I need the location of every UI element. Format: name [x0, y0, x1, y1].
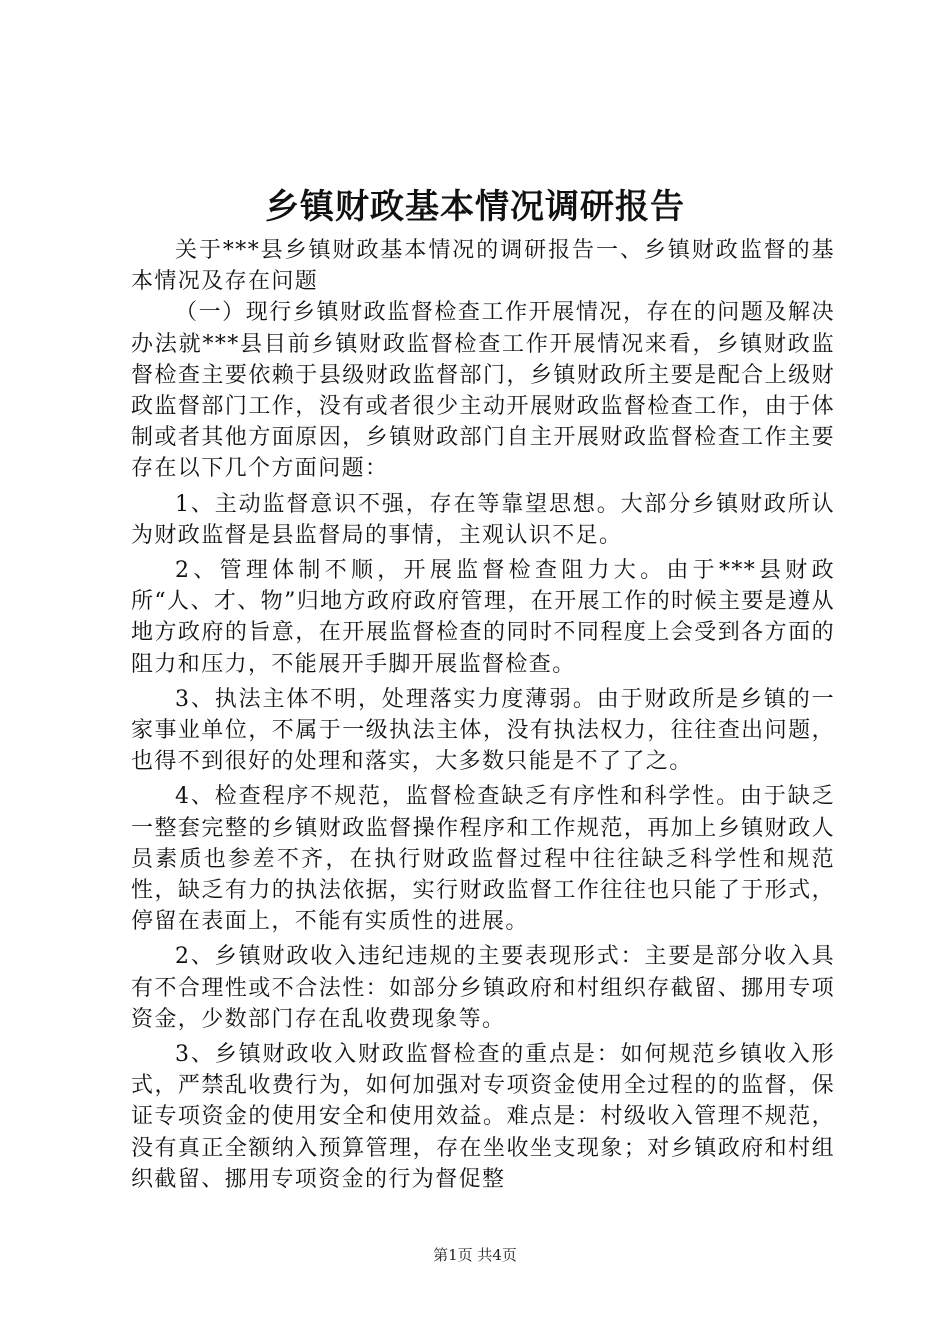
page-number: 第1页 共4页: [433, 1246, 517, 1264]
paragraph-item-1: 1、主动监督意识不强，存在等靠望思想。大部分乡镇财政所认为财政监督是县监督局的事情，主观认识不足。: [131, 491, 835, 548]
document-title: 乡镇财政基本情况调研报告: [265, 187, 685, 227]
paragraph-key-points: 3、乡镇财政收入财政监督检查的重点是：如何规范乡镇收入形式，严禁乱收费行为，如何加强对专项资金使用全过程的的监督，保证专项资金的使用安全和使用效益。难点是：村级收入管理不规范，没有真正全额纳入预算管理，存在坐收坐支现象；对乡镇政府和村组织截留、挪用专项资金的行为督促整: [131, 1042, 835, 1192]
paragraph-section-1: （一）现行乡镇财政监督检查工作开展情况，存在的问题及解决办法就***县目前乡镇财政监督检查工作开展情况来看，乡镇财政监督检查主要依赖于县级财政监督部门，乡镇财政所主要是配合上级财政监督部门工作，没有或者很少主动开展财政监督检查工作，由于体制或者其他方面原因，乡镇财政部门自主开展财政监督检查工作主要存在以下几个方面问题：: [131, 300, 835, 482]
paragraph-revenue-violations: 2、乡镇财政收入违纪违规的主要表现形式：主要是部分收入具有不合理性或不合法性：如部分乡镇政府和村组织存截留、挪用专项资金，少数部门存在乱收费现象等。: [131, 944, 835, 1032]
document-body: [131, 235, 835, 1199]
paragraph-item-4: 4、检查程序不规范，监督检查缺乏有序性和科学性。由于缺乏一整套完整的乡镇财政监督操作程序和工作规范，再加上乡镇财政人员素质也参差不齐，在执行财政监督过程中往往缺乏科学性和规范性，缺乏有力的执法依据，实行财政监督工作往往也只能了于形式，停留在表面上，不能有实质性的进展。: [131, 784, 835, 935]
paragraph-intro: 关于***县乡镇财政基本情况的调研报告一、乡镇财政监督的基本情况及存在问题: [131, 238, 835, 295]
paragraph-item-2: 2、管理体制不顺，开展监督检查阻力大。由于***县财政所“人、才、物”归地方政府政府管理，在开展工作的时候主要是遵从地方政府的旨意，在开展监督检查的同时不同程度上会受到各方面的阻力和压力，不能展开手脚开展监督检查。: [131, 558, 835, 677]
paragraph-item-3: 3、执法主体不明，处理落实力度薄弱。由于财政所是乡镇的一家事业单位，不属于一级执法主体，没有执法权力，往往查出问题，也得不到很好的处理和落实，大多数只能是不了了之。: [131, 686, 835, 775]
